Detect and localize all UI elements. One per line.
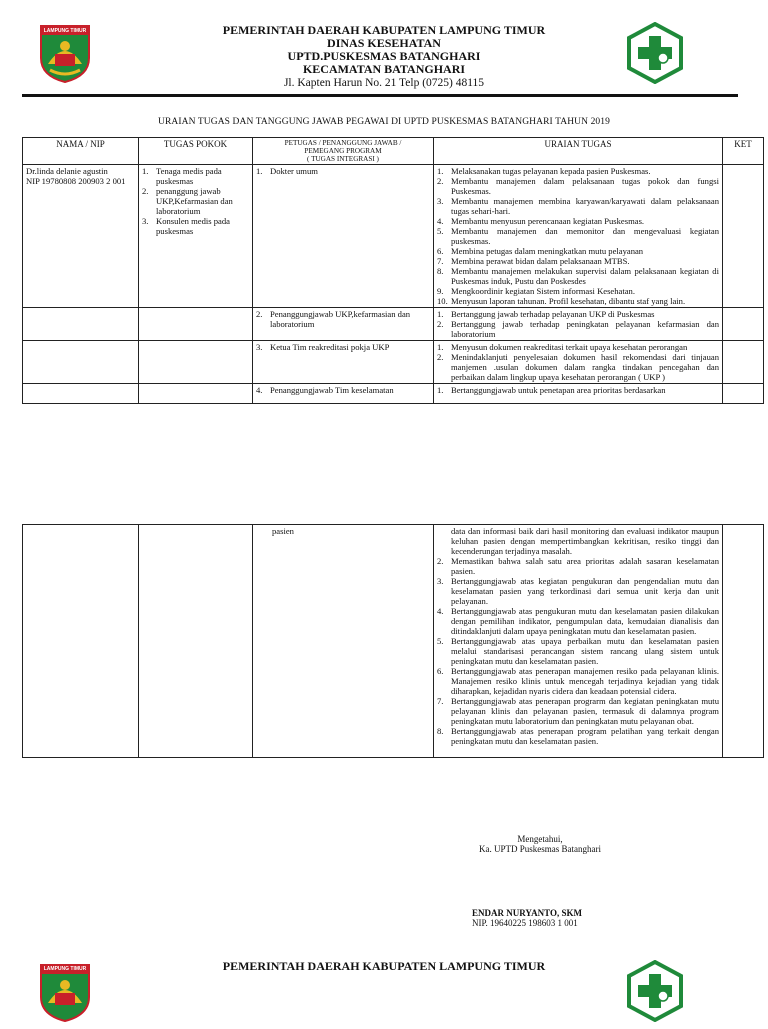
list-item: 1. Melaksanakan tugas pelayanan kepada pasien Puskesmas. xyxy=(437,166,651,176)
header-line1: PEMERINTAH DAERAH KABUPATEN LAMPUNG TIMUR xyxy=(222,23,546,37)
ket-cell xyxy=(723,308,764,341)
col-header-tugas-pokok: TUGAS POKOK xyxy=(139,138,253,165)
list-item: 6. Bertanggungjawab atas penerapan manajemen resiko pada pelayanan klinis. Manajemen resiko klinis untuk mencegah terjadinya kejadian yang tidak diharapkan, kejadidan nyaris cidera dan keadaan potensial cidera. xyxy=(437,666,719,696)
table-header-row xyxy=(23,138,764,165)
signatory-name: ENDAR NURYANTO, SKM xyxy=(472,908,582,918)
list-item: 3. Konsulen medis pada puskesmas xyxy=(142,216,230,236)
list-item: 2. Membantu manajemen dalam pelaksanaan tugas pokok dan fungsi Puskesmas. xyxy=(437,176,719,196)
col-header-petugas-l2: PEMEGANG PROGRAM xyxy=(304,147,382,155)
list-item: 1. Dokter umum xyxy=(256,166,318,176)
col-header-petugas xyxy=(253,138,434,165)
tugas-pokok-cell xyxy=(139,165,253,308)
table-row xyxy=(23,525,764,758)
petugas-cell xyxy=(253,308,434,341)
list-item: 1. Bertanggung jawab terhadap pelayanan UKP di Puskesmas xyxy=(437,309,655,319)
puskesmas-cross-logo-icon xyxy=(625,960,685,1022)
list-item: 8. Bertanggungjawab atas penerapan program pelatihan yang terkait dengan peningkatan mutu dan keselamatan pasien. xyxy=(437,726,719,746)
petugas-cell xyxy=(253,341,434,384)
list-item: 2. Memastikan bahwa salah satu area prioritas adalah sasaran keselamatan pasien. xyxy=(437,556,719,576)
table-row xyxy=(23,341,764,384)
list-item: 9. Mengkoordinir kegiatan Sistem informasi Kesehatan. xyxy=(437,286,636,296)
list-item: 4. Penanggungjawab Tim keselamatan xyxy=(256,385,394,395)
duties-table xyxy=(22,137,764,404)
table-row xyxy=(23,384,764,404)
tugas-pokok-cell xyxy=(139,384,253,404)
tugas-pokok-cell xyxy=(139,308,253,341)
employee-nip: NIP 19780808 200903 2 001 xyxy=(26,176,126,186)
list-item: 2. Menindaklanjuti penyelesaian dokumen hasil rekomendasi dari tinjauan manjemen .usulan dokumen dalam rangka tindakan pencegahan dan perbaikan dalam lingkup upaya kesehatan perorangan ( UKP ) xyxy=(437,352,719,382)
col-header-petugas-l3: ( TUGAS INTEGRASI ) xyxy=(307,155,379,163)
signature-line1: Mengetahui, xyxy=(517,834,563,844)
next-page-header-line1: PEMERINTAH DAERAH KABUPATEN LAMPUNG TIMUR xyxy=(222,959,546,973)
signatory-nip: NIP. 19640225 198603 1 001 xyxy=(472,918,578,928)
list-item: 7. Bertanggungjawab atas penerapan prograrm dan kegiatan peningkatan mutu pelayanan klinis dan pelayanan pasien, termasuk di dalamnya program peningkatan mutu laboratorium dan peningkatan mutu pelayanan obat. xyxy=(437,696,719,726)
uraian-cell xyxy=(434,525,723,758)
uraian-cell xyxy=(434,384,723,404)
header-address: Jl. Kapten Harun No. 21 Telp (0725) 48115 xyxy=(283,77,485,89)
puskesmas-cross-logo-icon xyxy=(625,22,685,84)
ket-cell xyxy=(723,384,764,404)
header-line3: UPTD.PUSKESMAS BATANGHARI xyxy=(287,49,481,63)
crest-label: LAMPUNG TIMUR xyxy=(43,966,87,972)
list-item: 5. Bertanggungjawab atas upaya perbaikan mutu dan keselamatan pasien melalui standarisasi perancangan sistem rancang ulang sistem untuk peningkatan mutu dan keselamatan pasien. xyxy=(437,636,719,666)
list-item: 6. Membina petugas dalam meningkatkan mutu pelayanan xyxy=(437,246,644,256)
petugas-cell xyxy=(253,384,434,404)
table-row xyxy=(23,308,764,341)
list-item: 1. Tenaga medis pada puskesmas xyxy=(142,166,222,186)
letterhead xyxy=(0,0,768,100)
signature-block xyxy=(460,834,620,854)
list-item: 2. Bertanggung jawab terhadap peningkatan pelayanan kefarmasian dan laboratorium xyxy=(437,319,719,339)
table-row xyxy=(23,165,764,308)
ket-cell xyxy=(723,525,764,758)
employee-cell xyxy=(23,525,139,758)
employee-cell xyxy=(23,341,139,384)
document-title: URAIAN TUGAS DAN TANGGUNG JAWAB PEGAWAI DI UPTD PUSKESMAS BATANGHARI TAHUN 2019 xyxy=(158,117,610,127)
tugas-pokok-cell xyxy=(139,341,253,384)
uraian-continued: data dan informasi baik dari hasil monitoring dan evaluasi indikator maupun keluhan pasien dengan mempertimbangkan kekritisan, resiko tinggi dan kecenderungan terjadinya masalah. xyxy=(451,526,719,556)
list-item: 2. penanggung jawab UKP,Kefarmasian dan laboratorium xyxy=(142,186,233,216)
duties-table-continued xyxy=(22,524,764,758)
list-item: 4. Membantu menyusun perencanaan kegiatan Puskesmas. xyxy=(437,216,645,226)
header-rule xyxy=(22,94,738,97)
list-item: 1. Menyusun dokumen reakreditasi terkait upaya kesehatan perorangan xyxy=(437,342,688,352)
list-item: 1. Bertanggungjawab untuk penetapan area prioritas berdasarkan xyxy=(437,385,666,395)
col-header-ket: KET xyxy=(723,138,764,165)
uraian-cell xyxy=(434,341,723,384)
petugas-cell xyxy=(253,165,434,308)
col-header-uraian: URAIAN TUGAS xyxy=(434,138,723,165)
list-item: 5. Membantu manajemen dan memonitor dan mengevaluasi kegiatan puskesmas. xyxy=(437,226,719,246)
list-item: 3. Ketua Tim reakreditasi pokja UKP xyxy=(256,342,390,352)
list-item: 4. Bertanggungjawab atas pengukuran mutu dan keselamatan pasien dilakukan dengan pemilihan indikator, pengumpulan data, kemudaian dianalisis dan ditindaklanjuti dalam upaya peningkatan mutu dan keselamatan pasien. xyxy=(437,606,719,636)
employee-name: Dr.linda delanie agustin xyxy=(26,166,108,176)
list-item: 10. Menyusun laporan tahunan. Profil kesehatan, dibantu staf yang lain. xyxy=(437,296,686,306)
list-item: 2. Penanggungjawab UKP,kefarmasian dan laboratorium xyxy=(256,309,411,329)
header-line4: KECAMATAN BATANGHARI xyxy=(302,62,466,76)
ket-cell xyxy=(723,341,764,384)
list-item: 3. Membantu manajemen membina karyawan/karyawati dalam pelaksanaan tugas sehari-hari. xyxy=(437,196,719,216)
tugas-pokok-cell xyxy=(139,525,253,758)
employee-cell xyxy=(23,384,139,404)
uraian-cell xyxy=(434,165,723,308)
col-header-petugas-l1: PETUGAS / PENANGGUNG JAWAB / xyxy=(284,139,402,147)
crest-label: LAMPUNG TIMUR xyxy=(43,28,87,34)
petugas-cell xyxy=(253,525,434,758)
list-item: 8. Membantu manajemen melakukan supervisi dalam pelaksanaan kegiatan di Puskesmas induk, Pustu dan Poskesdes xyxy=(437,266,719,286)
ket-cell xyxy=(723,165,764,308)
uraian-cell xyxy=(434,308,723,341)
petugas-continued: pasien xyxy=(272,526,294,536)
signature-line2: Ka. UPTD Puskesmas Batanghari xyxy=(479,844,601,854)
employee-cell xyxy=(23,308,139,341)
header-line2: DINAS KESEHATAN xyxy=(327,36,441,50)
employee-cell xyxy=(23,165,139,308)
col-header-nama: NAMA / NIP xyxy=(23,138,139,165)
list-item: 3. Bertanggungjawab atas kegiatan pengukuran dan pengendalian mutu dan keselamatan pasien yang terkordinasi dari semua unit kerja dan unit pelayanan. xyxy=(437,576,719,606)
list-item: 7. Membina perawat bidan dalam pelaksanaan MTBS. xyxy=(437,256,630,266)
